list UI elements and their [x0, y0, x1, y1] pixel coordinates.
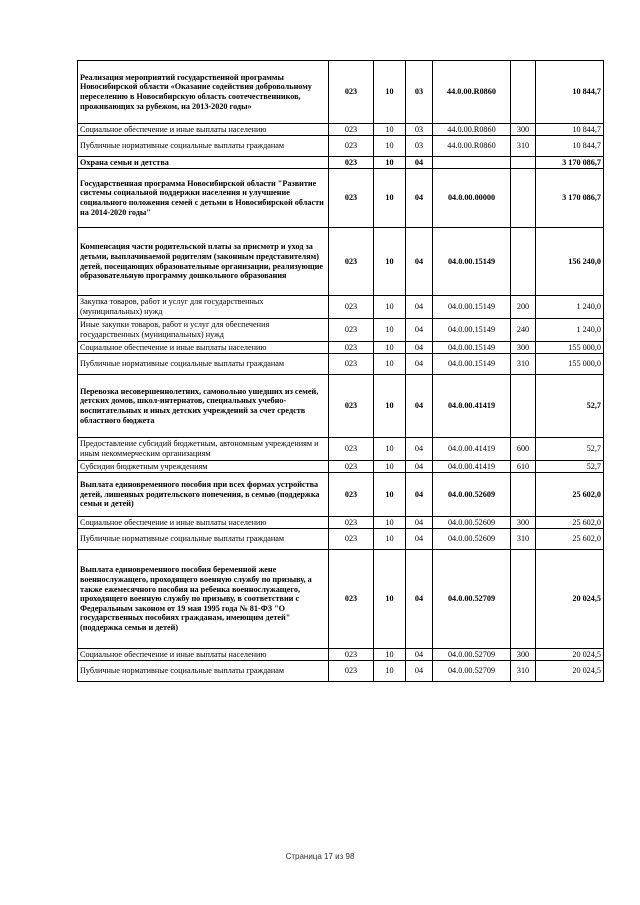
row-target-article: 44.0.00.R0860 — [433, 124, 511, 136]
row-name: Публичные нормативные социальные выплаты гражданам — [78, 661, 329, 682]
row-section-code: 10 — [374, 319, 406, 342]
row-section-code: 10 — [374, 124, 406, 136]
row-section-code: 10 — [374, 517, 406, 529]
row-amount: 52,7 — [536, 461, 604, 473]
row-section-code: 10 — [374, 228, 406, 296]
row-section-code: 10 — [374, 354, 406, 375]
row-ved-code: 023 — [329, 649, 374, 661]
row-name: Публичные нормативные социальные выплаты гражданам — [78, 136, 329, 157]
row-amount: 10 844,7 — [536, 136, 604, 157]
row-subsection-code: 04 — [406, 550, 433, 649]
row-subsection-code: 04 — [406, 228, 433, 296]
row-target-article: 04.0.00.41419 — [433, 438, 511, 461]
row-section-code: 10 — [374, 529, 406, 550]
row-target-article: 04.0.00.00000 — [433, 169, 511, 228]
table-row — [78, 438, 604, 461]
row-amount: 52,7 — [536, 375, 604, 438]
row-amount: 3 170 086,7 — [536, 157, 604, 169]
row-subsection-code: 03 — [406, 124, 433, 136]
table-row — [78, 529, 604, 550]
table-row — [78, 354, 604, 375]
row-expense-type: 600 — [511, 438, 536, 461]
row-subsection-code: 04 — [406, 438, 433, 461]
row-target-article: 04.0.00.52609 — [433, 517, 511, 529]
row-amount: 156 240,0 — [536, 228, 604, 296]
table-row — [78, 342, 604, 354]
row-name: Закупка товаров, работ и услуг для государственных (муниципальных) нужд — [78, 296, 329, 319]
row-expense-type: 610 — [511, 461, 536, 473]
row-expense-type: 310 — [511, 529, 536, 550]
row-section-code: 10 — [374, 550, 406, 649]
row-amount: 155 000,0 — [536, 342, 604, 354]
row-target-article: 04.0.00.52709 — [433, 649, 511, 661]
row-expense-type — [511, 169, 536, 228]
row-target-article: 04.0.00.52709 — [433, 661, 511, 682]
row-name: Иные закупки товаров, работ и услуг для обеспечения государственных (муниципальных) нужд — [78, 319, 329, 342]
row-target-article: 44.0.00.R0860 — [433, 136, 511, 157]
row-ved-code: 023 — [329, 136, 374, 157]
row-section-code: 10 — [374, 169, 406, 228]
row-expense-type: 240 — [511, 319, 536, 342]
row-target-article: 04.0.00.41419 — [433, 375, 511, 438]
row-amount: 10 844,7 — [536, 61, 604, 124]
row-subsection-code: 04 — [406, 375, 433, 438]
row-target-article: 04.0.00.15149 — [433, 354, 511, 375]
row-ved-code: 023 — [329, 296, 374, 319]
row-ved-code: 023 — [329, 228, 374, 296]
row-target-article: 04.0.00.52609 — [433, 473, 511, 517]
row-amount: 25 602,0 — [536, 517, 604, 529]
row-subsection-code: 04 — [406, 517, 433, 529]
row-name: Социальное обеспечение и иные выплаты населению — [78, 649, 329, 661]
row-amount: 20 024,5 — [536, 550, 604, 649]
row-expense-type: 300 — [511, 517, 536, 529]
row-ved-code: 023 — [329, 124, 374, 136]
row-amount: 1 240,0 — [536, 319, 604, 342]
row-name: Охрана семьи и детства — [78, 157, 329, 169]
row-section-code: 10 — [374, 136, 406, 157]
row-name: Выплата единовременного пособия беременной жене военнослужащего, проходящего военную службу по призыву, а также ежемесячного пособия на ребенка военнослужащего, проходящего военную службу по призыву, в соответствии с Федеральным законом от 19 мая 1995 года № 81-ФЗ "О государственных пособиях гражданам, имеющим детей" (поддержка семьи и детей) — [78, 550, 329, 649]
row-subsection-code: 04 — [406, 649, 433, 661]
row-target-article: 04.0.00.15149 — [433, 319, 511, 342]
row-section-code: 10 — [374, 473, 406, 517]
table-row — [78, 296, 604, 319]
row-target-article: 04.0.00.15149 — [433, 228, 511, 296]
row-amount: 10 844,7 — [536, 124, 604, 136]
row-target-article — [433, 157, 511, 169]
row-ved-code: 023 — [329, 517, 374, 529]
table-row — [78, 550, 604, 649]
row-name: Компенсация части родительской платы за присмотр и уход за детьми, выплачиваемой родителям (законным представителям) детей, посещающих образовательные организации, реализующие образовательную программу дошкольного образования — [78, 228, 329, 296]
row-target-article: 44.0.00.R0860 — [433, 61, 511, 124]
table-row — [78, 319, 604, 342]
row-name: Выплата единовременного пособия при всех формах устройства детей, лишенных родительского попечения, в семью (поддержка семьи и детей) — [78, 473, 329, 517]
row-amount: 52,7 — [536, 438, 604, 461]
row-section-code: 10 — [374, 661, 406, 682]
table-row — [78, 661, 604, 682]
row-ved-code: 023 — [329, 529, 374, 550]
row-subsection-code: 04 — [406, 319, 433, 342]
row-subsection-code: 04 — [406, 529, 433, 550]
row-subsection-code: 03 — [406, 136, 433, 157]
row-target-article: 04.0.00.15149 — [433, 342, 511, 354]
row-ved-code: 023 — [329, 375, 374, 438]
row-ved-code: 023 — [329, 438, 374, 461]
row-target-article: 04.0.00.15149 — [433, 296, 511, 319]
row-subsection-code: 04 — [406, 473, 433, 517]
row-section-code: 10 — [374, 61, 406, 124]
row-name: Реализация мероприятий государственной программы Новосибирской области «Оказание содействия добровольному переселению в Новосибирскую область соотечественников, проживающих за рубежом, на 2013-2020 годы» — [78, 61, 329, 124]
row-section-code: 10 — [374, 438, 406, 461]
row-name: Предоставление субсидий бюджетным, автономным учреждениям и иным некоммерческим организациям — [78, 438, 329, 461]
row-subsection-code: 04 — [406, 342, 433, 354]
row-amount: 20 024,5 — [536, 661, 604, 682]
row-ved-code: 023 — [329, 461, 374, 473]
row-section-code: 10 — [374, 342, 406, 354]
row-ved-code: 023 — [329, 354, 374, 375]
row-subsection-code: 04 — [406, 296, 433, 319]
table-row — [78, 124, 604, 136]
row-amount: 1 240,0 — [536, 296, 604, 319]
row-section-code: 10 — [374, 461, 406, 473]
row-expense-type: 200 — [511, 296, 536, 319]
table-row — [78, 228, 604, 296]
row-name: Публичные нормативные социальные выплаты гражданам — [78, 529, 329, 550]
row-ved-code: 023 — [329, 342, 374, 354]
row-name: Государственная программа Новосибирской области "Развитие системы социальной поддержки населения и улучшение социального положения семей с детьми в Новосибирской области на 2014-2020 годы" — [78, 169, 329, 228]
row-name: Социальное обеспечение и иные выплаты населению — [78, 124, 329, 136]
row-amount: 25 602,0 — [536, 529, 604, 550]
table-row — [78, 136, 604, 157]
row-name: Социальное обеспечение и иные выплаты населению — [78, 342, 329, 354]
row-subsection-code: 03 — [406, 61, 433, 124]
row-expense-type — [511, 375, 536, 438]
row-expense-type: 310 — [511, 354, 536, 375]
budget-table-body — [78, 61, 604, 682]
row-ved-code: 023 — [329, 61, 374, 124]
row-name: Публичные нормативные социальные выплаты гражданам — [78, 354, 329, 375]
row-ved-code: 023 — [329, 550, 374, 649]
row-subsection-code: 04 — [406, 461, 433, 473]
row-ved-code: 023 — [329, 473, 374, 517]
row-amount: 20 024,5 — [536, 649, 604, 661]
row-ved-code: 023 — [329, 157, 374, 169]
row-expense-type: 300 — [511, 124, 536, 136]
row-expense-type — [511, 550, 536, 649]
row-name: Субсидии бюджетным учреждениям — [78, 461, 329, 473]
row-section-code: 10 — [374, 296, 406, 319]
row-ved-code: 023 — [329, 169, 374, 228]
row-ved-code: 023 — [329, 661, 374, 682]
table-row — [78, 649, 604, 661]
table-row — [78, 169, 604, 228]
row-name: Социальное обеспечение и иные выплаты населению — [78, 517, 329, 529]
row-expense-type: 310 — [511, 661, 536, 682]
row-section-code: 10 — [374, 375, 406, 438]
row-amount: 3 170 086,7 — [536, 169, 604, 228]
table-row — [78, 473, 604, 517]
row-expense-type: 300 — [511, 342, 536, 354]
row-section-code: 10 — [374, 649, 406, 661]
table-row — [78, 61, 604, 124]
row-subsection-code: 04 — [406, 157, 433, 169]
row-subsection-code: 04 — [406, 354, 433, 375]
table-row — [78, 375, 604, 438]
row-ved-code: 023 — [329, 319, 374, 342]
row-target-article: 04.0.00.52609 — [433, 529, 511, 550]
row-subsection-code: 04 — [406, 169, 433, 228]
row-expense-type: 300 — [511, 649, 536, 661]
row-expense-type: 310 — [511, 136, 536, 157]
row-amount: 155 000,0 — [536, 354, 604, 375]
row-expense-type — [511, 473, 536, 517]
page-footer — [0, 852, 640, 861]
row-expense-type — [511, 157, 536, 169]
budget-table — [77, 60, 604, 682]
page-number: Страница 17 из 98 — [285, 852, 355, 861]
row-expense-type — [511, 228, 536, 296]
row-amount: 25 602,0 — [536, 473, 604, 517]
row-expense-type — [511, 61, 536, 124]
table-row — [78, 517, 604, 529]
row-target-article: 04.0.00.52709 — [433, 550, 511, 649]
table-row — [78, 157, 604, 169]
table-row — [78, 461, 604, 473]
row-target-article: 04.0.00.41419 — [433, 461, 511, 473]
row-name: Перевозка несовершеннолетних, самовольно ушедших из семей, детских домов, школ-интернатов, специальных учебно-воспитательных и иных детских учреждений за счет средств областного бюджета — [78, 375, 329, 438]
row-section-code: 10 — [374, 157, 406, 169]
row-subsection-code: 04 — [406, 661, 433, 682]
